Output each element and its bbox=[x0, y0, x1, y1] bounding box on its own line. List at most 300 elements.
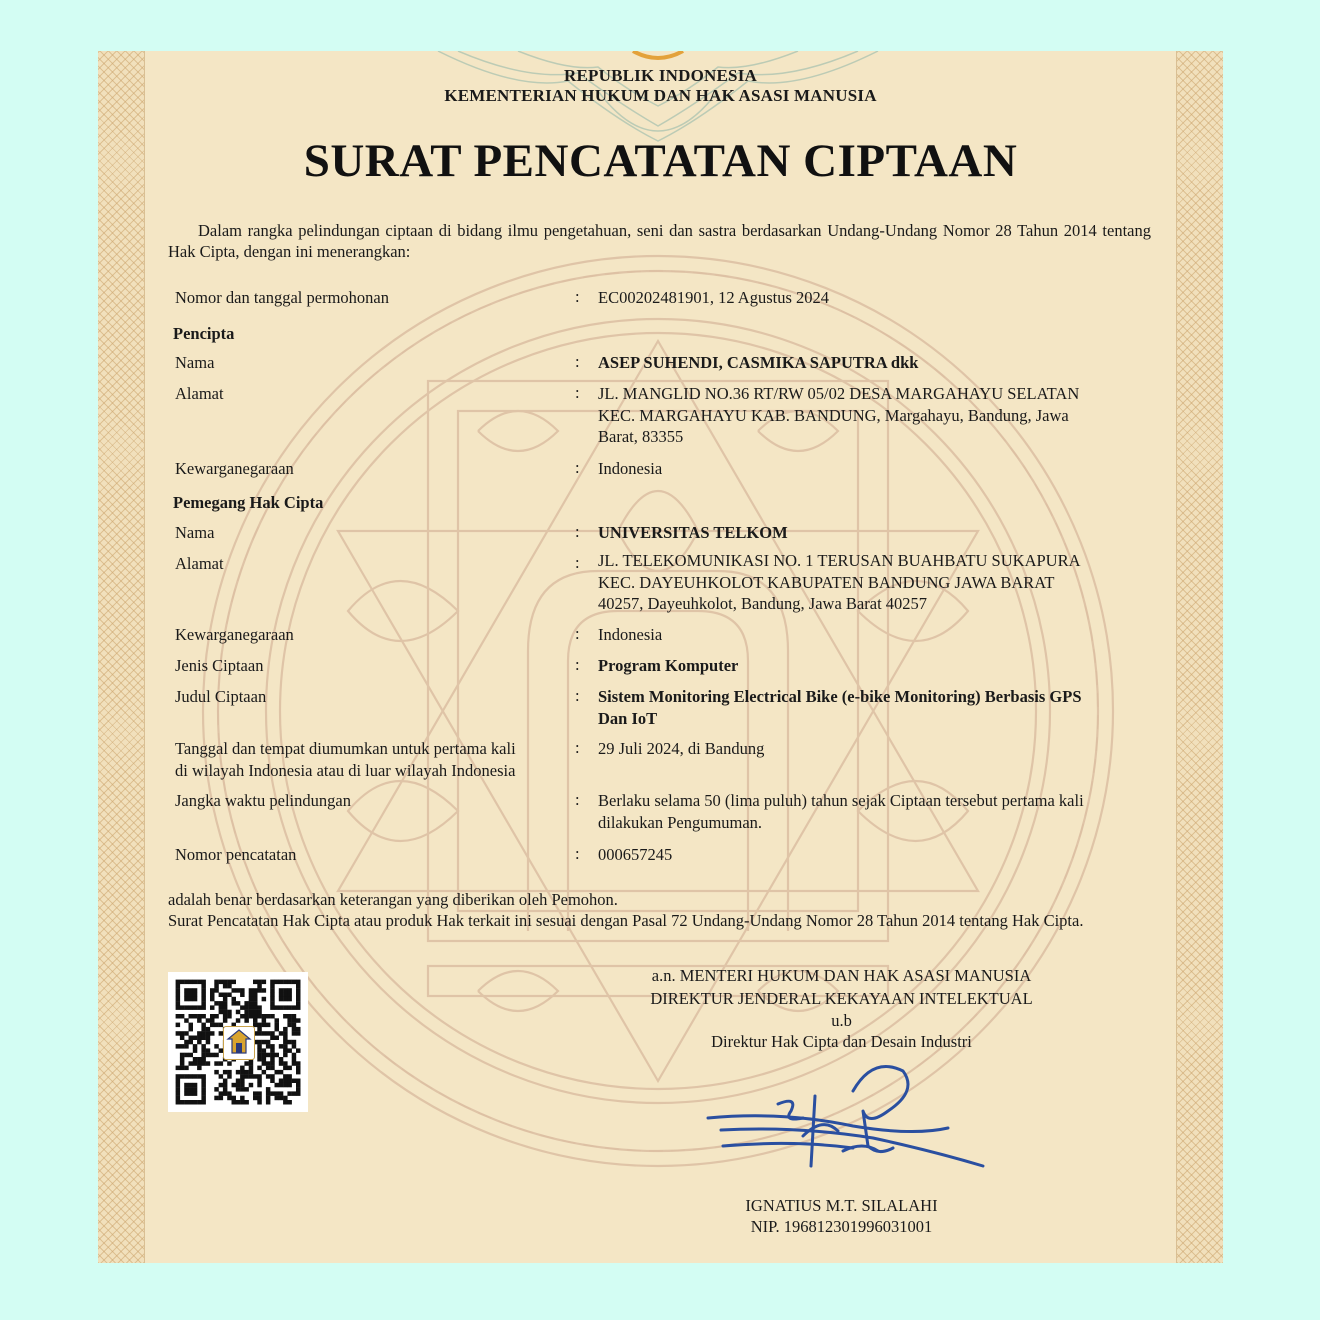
qr-module bbox=[292, 1014, 297, 1019]
qr-module bbox=[201, 1005, 206, 1010]
qr-module bbox=[189, 1091, 194, 1096]
qr-module bbox=[283, 1074, 288, 1079]
qr-module bbox=[189, 1005, 194, 1010]
qr-module bbox=[227, 1091, 232, 1096]
qr-module bbox=[262, 1048, 267, 1053]
qr-module bbox=[219, 1010, 224, 1015]
qr-module bbox=[266, 1066, 271, 1071]
qr-module bbox=[253, 988, 258, 993]
qr-module bbox=[266, 1100, 271, 1105]
qr-module bbox=[197, 1057, 202, 1062]
qr-module bbox=[184, 1100, 189, 1105]
qr-module bbox=[270, 1066, 275, 1071]
qr-module bbox=[296, 1087, 301, 1092]
title-line: Dan IoT bbox=[598, 708, 658, 728]
field-colon: : bbox=[575, 383, 580, 402]
signatory-nip: NIP. 196812301996031001 bbox=[750, 1217, 933, 1236]
qr-module bbox=[184, 1066, 189, 1071]
qr-module bbox=[270, 997, 275, 1002]
qr-module bbox=[292, 1005, 297, 1010]
qr-module bbox=[275, 1005, 280, 1010]
field-label-announcement bbox=[175, 738, 516, 781]
qr-module bbox=[249, 988, 254, 993]
qr-module bbox=[249, 1066, 254, 1071]
qr-module bbox=[206, 1061, 211, 1066]
qr-module bbox=[201, 1091, 206, 1096]
qr-module bbox=[193, 1074, 198, 1079]
qr-module bbox=[283, 1027, 288, 1032]
qr-module bbox=[249, 1061, 254, 1066]
qr-module bbox=[184, 993, 189, 998]
qr-module bbox=[176, 988, 181, 993]
qr-module bbox=[283, 1100, 288, 1105]
qr-module bbox=[257, 980, 262, 985]
qr-module bbox=[270, 1036, 275, 1041]
qr-module bbox=[223, 993, 228, 998]
qr-module bbox=[214, 1061, 219, 1066]
qr-module bbox=[270, 993, 275, 998]
qr-module bbox=[279, 1083, 284, 1088]
qr-module bbox=[184, 1053, 189, 1058]
qr-module bbox=[287, 1018, 292, 1023]
label-line: Tanggal dan tempat diumumkan untuk pertama kali bbox=[175, 739, 516, 758]
qr-module bbox=[292, 1044, 297, 1049]
qr-module bbox=[223, 1083, 228, 1088]
qr-module bbox=[176, 1031, 181, 1036]
footer-statement bbox=[168, 889, 1153, 931]
qr-module bbox=[240, 988, 245, 993]
qr-module bbox=[257, 1005, 262, 1010]
qr-module bbox=[197, 1074, 202, 1079]
field-colon: : bbox=[575, 686, 580, 705]
header-ministry: KEMENTERIAN HUKUM DAN HAK ASASI MANUSIA bbox=[444, 86, 877, 105]
qr-module bbox=[189, 1040, 194, 1045]
qr-module bbox=[279, 1031, 284, 1036]
qr-module bbox=[189, 988, 194, 993]
qr-module bbox=[201, 1096, 206, 1101]
qr-module bbox=[275, 1036, 280, 1041]
qr-module bbox=[201, 1061, 206, 1066]
qr-module bbox=[180, 1074, 185, 1079]
qr-module bbox=[193, 1036, 198, 1041]
qr-module bbox=[180, 1061, 185, 1066]
field-label-application-number: Nomor dan tanggal permohonan bbox=[175, 288, 389, 307]
qr-module bbox=[206, 1053, 211, 1058]
qr-module bbox=[275, 980, 280, 985]
qr-module bbox=[176, 1023, 181, 1028]
qr-module bbox=[262, 1070, 267, 1075]
qr-module bbox=[240, 1014, 245, 1019]
qr-module bbox=[240, 1079, 245, 1084]
qr-module bbox=[214, 1087, 219, 1092]
qr-module bbox=[193, 988, 198, 993]
field-label-creator-citizenship: Kewarganegaraan bbox=[175, 459, 294, 478]
qr-module bbox=[296, 988, 301, 993]
qr-module bbox=[279, 1057, 284, 1062]
qr-module bbox=[201, 1079, 206, 1084]
qr-module bbox=[283, 1053, 288, 1058]
qr-module bbox=[257, 1053, 262, 1058]
field-colon: : bbox=[575, 287, 580, 306]
qr-module bbox=[201, 1048, 206, 1053]
qr-module bbox=[193, 1087, 198, 1092]
title-line: Sistem Monitoring Electrical Bike (e-bike Monitoring) Berbasis GPS bbox=[598, 687, 1082, 706]
qr-module bbox=[180, 1031, 185, 1036]
qr-module bbox=[227, 1096, 232, 1101]
qr-module bbox=[219, 1091, 224, 1096]
qr-module bbox=[197, 1061, 202, 1066]
signatory-line-1: a.n. MENTERI HUKUM DAN HAK ASASI MANUSIA bbox=[651, 966, 1032, 985]
qr-module bbox=[176, 1091, 181, 1096]
qr-module bbox=[249, 1070, 254, 1075]
qr-module bbox=[201, 1001, 206, 1006]
qr-module bbox=[193, 1014, 198, 1019]
qr-module bbox=[240, 1005, 245, 1010]
signatory-line-3: u.b bbox=[831, 1011, 852, 1030]
qr-module bbox=[223, 1001, 228, 1006]
qr-module bbox=[210, 1005, 215, 1010]
qr-module bbox=[180, 1057, 185, 1062]
field-label-creator-name: Nama bbox=[175, 353, 215, 372]
qr-module bbox=[275, 1018, 280, 1023]
qr-module bbox=[253, 1074, 258, 1079]
qr-module bbox=[287, 997, 292, 1002]
qr-module bbox=[184, 1040, 189, 1045]
qr-module bbox=[210, 1018, 215, 1023]
qr-module bbox=[257, 1057, 262, 1062]
qr-module bbox=[206, 1040, 211, 1045]
qr-module bbox=[283, 1014, 288, 1019]
qr-module bbox=[283, 1061, 288, 1066]
qr-module bbox=[206, 1031, 211, 1036]
qr-module bbox=[197, 980, 202, 985]
qr-module bbox=[201, 988, 206, 993]
qr-module bbox=[249, 1014, 254, 1019]
address-line: 40257, Dayeuhkolot, Bandung, Jawa Barat 40257 bbox=[598, 594, 928, 613]
qr-module bbox=[296, 1027, 301, 1032]
qr-module bbox=[236, 1001, 241, 1006]
qr-module bbox=[283, 997, 288, 1002]
qr-module bbox=[236, 1070, 241, 1075]
qr-module bbox=[262, 1018, 267, 1023]
qr-module bbox=[296, 1031, 301, 1036]
qr-module bbox=[262, 980, 267, 985]
qr-module bbox=[193, 1091, 198, 1096]
qr-module bbox=[197, 1018, 202, 1023]
qr-module bbox=[296, 1001, 301, 1006]
qr-module bbox=[257, 1023, 262, 1028]
field-value-holder-citizenship: Indonesia bbox=[598, 625, 663, 644]
qr-module bbox=[201, 1057, 206, 1062]
qr-module bbox=[292, 1023, 297, 1028]
qr-module bbox=[219, 1061, 224, 1066]
qr-module bbox=[236, 1087, 241, 1092]
qr-module bbox=[296, 993, 301, 998]
qr-module bbox=[244, 1087, 249, 1092]
qr-module bbox=[266, 1087, 271, 1092]
qr-module bbox=[184, 1044, 189, 1049]
qr-module bbox=[292, 1079, 297, 1084]
qr-module bbox=[266, 1031, 271, 1036]
field-label-registration-number: Nomor pencatatan bbox=[175, 845, 297, 864]
qr-module bbox=[262, 1014, 267, 1019]
qr-module bbox=[279, 993, 284, 998]
qr-module bbox=[279, 1091, 284, 1096]
qr-module bbox=[232, 980, 237, 985]
qr-module bbox=[189, 980, 194, 985]
qr-module bbox=[180, 980, 185, 985]
qr-module bbox=[270, 1044, 275, 1049]
field-value-creator-citizenship: Indonesia bbox=[598, 459, 663, 478]
qr-module bbox=[236, 1100, 241, 1105]
qr-module bbox=[287, 980, 292, 985]
address-line: KEC. DAYEUHKOLOT KABUPATEN BANDUNG JAWA BARAT bbox=[598, 572, 1055, 592]
qr-module bbox=[176, 993, 181, 998]
qr-module bbox=[240, 993, 245, 998]
qr-module bbox=[201, 1036, 206, 1041]
qr-module bbox=[296, 1066, 301, 1071]
qr-module bbox=[219, 1023, 224, 1028]
qr-module bbox=[214, 1001, 219, 1006]
qr-module bbox=[197, 1036, 202, 1041]
qr-module bbox=[176, 1083, 181, 1088]
qr-module bbox=[287, 1066, 292, 1071]
qr-module bbox=[210, 1031, 215, 1036]
qr-module bbox=[257, 1014, 262, 1019]
qr-module bbox=[236, 1010, 241, 1015]
qr-module bbox=[253, 1005, 258, 1010]
qr-module bbox=[287, 1079, 292, 1084]
qr-module bbox=[253, 1091, 258, 1096]
qr-module bbox=[232, 1083, 237, 1088]
field-label-creator-address: Alamat bbox=[175, 384, 224, 403]
qr-module bbox=[223, 1005, 228, 1010]
qr-module bbox=[244, 1005, 249, 1010]
qr-module bbox=[287, 1091, 292, 1096]
qr-module bbox=[249, 1083, 254, 1088]
qr-module bbox=[249, 1074, 254, 1079]
qr-module bbox=[180, 1053, 185, 1058]
qr-module bbox=[227, 1010, 232, 1015]
qr-module bbox=[176, 997, 181, 1002]
qr-module bbox=[206, 1036, 211, 1041]
qr-module bbox=[270, 980, 275, 985]
qr-module bbox=[279, 1005, 284, 1010]
qr-module bbox=[287, 1083, 292, 1088]
qr-module bbox=[266, 1040, 271, 1045]
qr-module bbox=[292, 1061, 297, 1066]
qr-module bbox=[219, 1074, 224, 1079]
qr-module bbox=[249, 1010, 254, 1015]
label-line: di wilayah Indonesia atau di luar wilayah Indonesia bbox=[175, 760, 516, 780]
qr-module bbox=[223, 1018, 228, 1023]
qr-module bbox=[270, 1014, 275, 1019]
qr-module bbox=[236, 1079, 241, 1084]
qr-module bbox=[257, 1096, 262, 1101]
qr-module bbox=[201, 997, 206, 1002]
qr-module bbox=[279, 1061, 284, 1066]
qr-module bbox=[236, 1083, 241, 1088]
qr-module bbox=[283, 980, 288, 985]
section-heading-holder: Pemegang Hak Cipta bbox=[173, 493, 324, 512]
qr-module bbox=[197, 1014, 202, 1019]
qr-module bbox=[219, 1005, 224, 1010]
qr-module bbox=[210, 1053, 215, 1058]
qr-module bbox=[244, 1070, 249, 1075]
qr-module bbox=[270, 1005, 275, 1010]
field-colon: : bbox=[575, 522, 580, 541]
qr-module bbox=[232, 1001, 237, 1006]
qr-module bbox=[253, 1001, 258, 1006]
qr-module bbox=[193, 993, 198, 998]
qr-module bbox=[189, 1074, 194, 1079]
qr-module bbox=[253, 980, 258, 985]
qr-module bbox=[279, 980, 284, 985]
qr-module bbox=[257, 1044, 262, 1049]
qr-module bbox=[249, 997, 254, 1002]
qr-module bbox=[214, 1014, 219, 1019]
qr-module bbox=[176, 1074, 181, 1079]
qr-module bbox=[257, 984, 262, 989]
qr-module bbox=[197, 1005, 202, 1010]
qr-module bbox=[262, 1061, 267, 1066]
qr-module bbox=[296, 1079, 301, 1084]
qr-module bbox=[210, 997, 215, 1002]
section-heading-creator: Pencipta bbox=[173, 324, 235, 343]
qr-module bbox=[201, 984, 206, 989]
qr-module bbox=[266, 1074, 271, 1079]
qr-module bbox=[287, 1100, 292, 1105]
qr-module bbox=[193, 1100, 198, 1105]
qr-module bbox=[240, 1087, 245, 1092]
qr-module bbox=[270, 1074, 275, 1079]
qr-module bbox=[206, 1048, 211, 1053]
qr-module bbox=[189, 993, 194, 998]
address-line: Barat, 83355 bbox=[598, 427, 684, 446]
qr-module bbox=[223, 997, 228, 1002]
qr-module bbox=[214, 1070, 219, 1075]
ministry-logo-icon bbox=[223, 1026, 255, 1060]
qr-module bbox=[227, 1074, 232, 1079]
qr-module bbox=[189, 997, 194, 1002]
qr-module bbox=[201, 1087, 206, 1092]
qr-module bbox=[283, 1040, 288, 1045]
qr-module bbox=[223, 980, 228, 985]
field-colon: : bbox=[575, 655, 580, 674]
qr-code bbox=[168, 972, 308, 1112]
qr-module bbox=[244, 1001, 249, 1006]
qr-module bbox=[223, 1070, 228, 1075]
qr-module bbox=[244, 1061, 249, 1066]
qr-module bbox=[283, 1031, 288, 1036]
qr-module bbox=[210, 993, 215, 998]
qr-module bbox=[257, 1048, 262, 1053]
qr-module bbox=[253, 1018, 258, 1023]
qr-module bbox=[184, 1083, 189, 1088]
qr-module bbox=[223, 1014, 228, 1019]
certificate-page bbox=[98, 51, 1223, 1263]
field-label-work-type: Jenis Ciptaan bbox=[175, 656, 264, 675]
qr-module bbox=[180, 1066, 185, 1071]
qr-module bbox=[210, 988, 215, 993]
qr-module bbox=[257, 1091, 262, 1096]
qr-module bbox=[292, 1018, 297, 1023]
qr-module bbox=[219, 1096, 224, 1101]
field-value-holder-name: UNIVERSITAS TELKOM bbox=[598, 523, 788, 542]
qr-module bbox=[227, 980, 232, 985]
qr-module bbox=[257, 1040, 262, 1045]
qr-module bbox=[176, 1096, 181, 1101]
qr-module bbox=[283, 1048, 288, 1053]
field-colon: : bbox=[575, 624, 580, 643]
qr-module bbox=[279, 1044, 284, 1049]
qr-module bbox=[279, 1070, 284, 1075]
qr-module bbox=[189, 1027, 194, 1032]
field-colon: : bbox=[575, 458, 580, 477]
qr-module bbox=[176, 1066, 181, 1071]
qr-module bbox=[283, 1079, 288, 1084]
qr-module bbox=[180, 1044, 185, 1049]
qr-module bbox=[201, 1053, 206, 1058]
qr-module bbox=[287, 1048, 292, 1053]
qr-module bbox=[262, 1053, 267, 1058]
qr-module bbox=[201, 1074, 206, 1079]
qr-module bbox=[266, 1014, 271, 1019]
qr-module bbox=[287, 993, 292, 998]
qr-module bbox=[176, 1044, 181, 1049]
qr-module bbox=[201, 993, 206, 998]
qr-module bbox=[214, 1044, 219, 1049]
qr-module bbox=[262, 1040, 267, 1045]
qr-module bbox=[253, 1014, 258, 1019]
field-value-protection-period bbox=[598, 790, 1153, 833]
qr-module bbox=[189, 1083, 194, 1088]
qr-module bbox=[223, 984, 228, 989]
footer-line: adalah benar berdasarkan keterangan yang diberikan oleh Pemohon. bbox=[168, 890, 618, 909]
qr-module bbox=[206, 1027, 211, 1032]
qr-module bbox=[180, 1036, 185, 1041]
field-value-creator-address bbox=[598, 383, 1153, 448]
qr-module bbox=[240, 1070, 245, 1075]
qr-module bbox=[270, 1057, 275, 1062]
qr-module bbox=[201, 1100, 206, 1105]
qr-module bbox=[210, 1023, 215, 1028]
qr-module bbox=[223, 1079, 228, 1084]
qr-module bbox=[292, 1031, 297, 1036]
qr-module bbox=[257, 1031, 262, 1036]
qr-module bbox=[189, 1087, 194, 1092]
qr-module bbox=[232, 1100, 237, 1105]
qr-module bbox=[296, 1091, 301, 1096]
qr-module bbox=[287, 1005, 292, 1010]
qr-module bbox=[275, 1091, 280, 1096]
qr-module bbox=[197, 1066, 202, 1071]
qr-module bbox=[201, 1014, 206, 1019]
qr-module bbox=[287, 988, 292, 993]
qr-module bbox=[223, 1091, 228, 1096]
qr-module bbox=[189, 1023, 194, 1028]
qr-module bbox=[219, 1001, 224, 1006]
qr-module bbox=[253, 997, 258, 1002]
qr-module bbox=[223, 1087, 228, 1092]
signatory-line-2: DIREKTUR JENDERAL KEKAYAAN INTELEKTUAL bbox=[650, 989, 1033, 1008]
qr-module bbox=[283, 988, 288, 993]
qr-module bbox=[193, 1044, 198, 1049]
qr-module bbox=[214, 984, 219, 989]
qr-module bbox=[275, 1023, 280, 1028]
field-colon: : bbox=[575, 790, 580, 809]
qr-module bbox=[176, 1087, 181, 1092]
